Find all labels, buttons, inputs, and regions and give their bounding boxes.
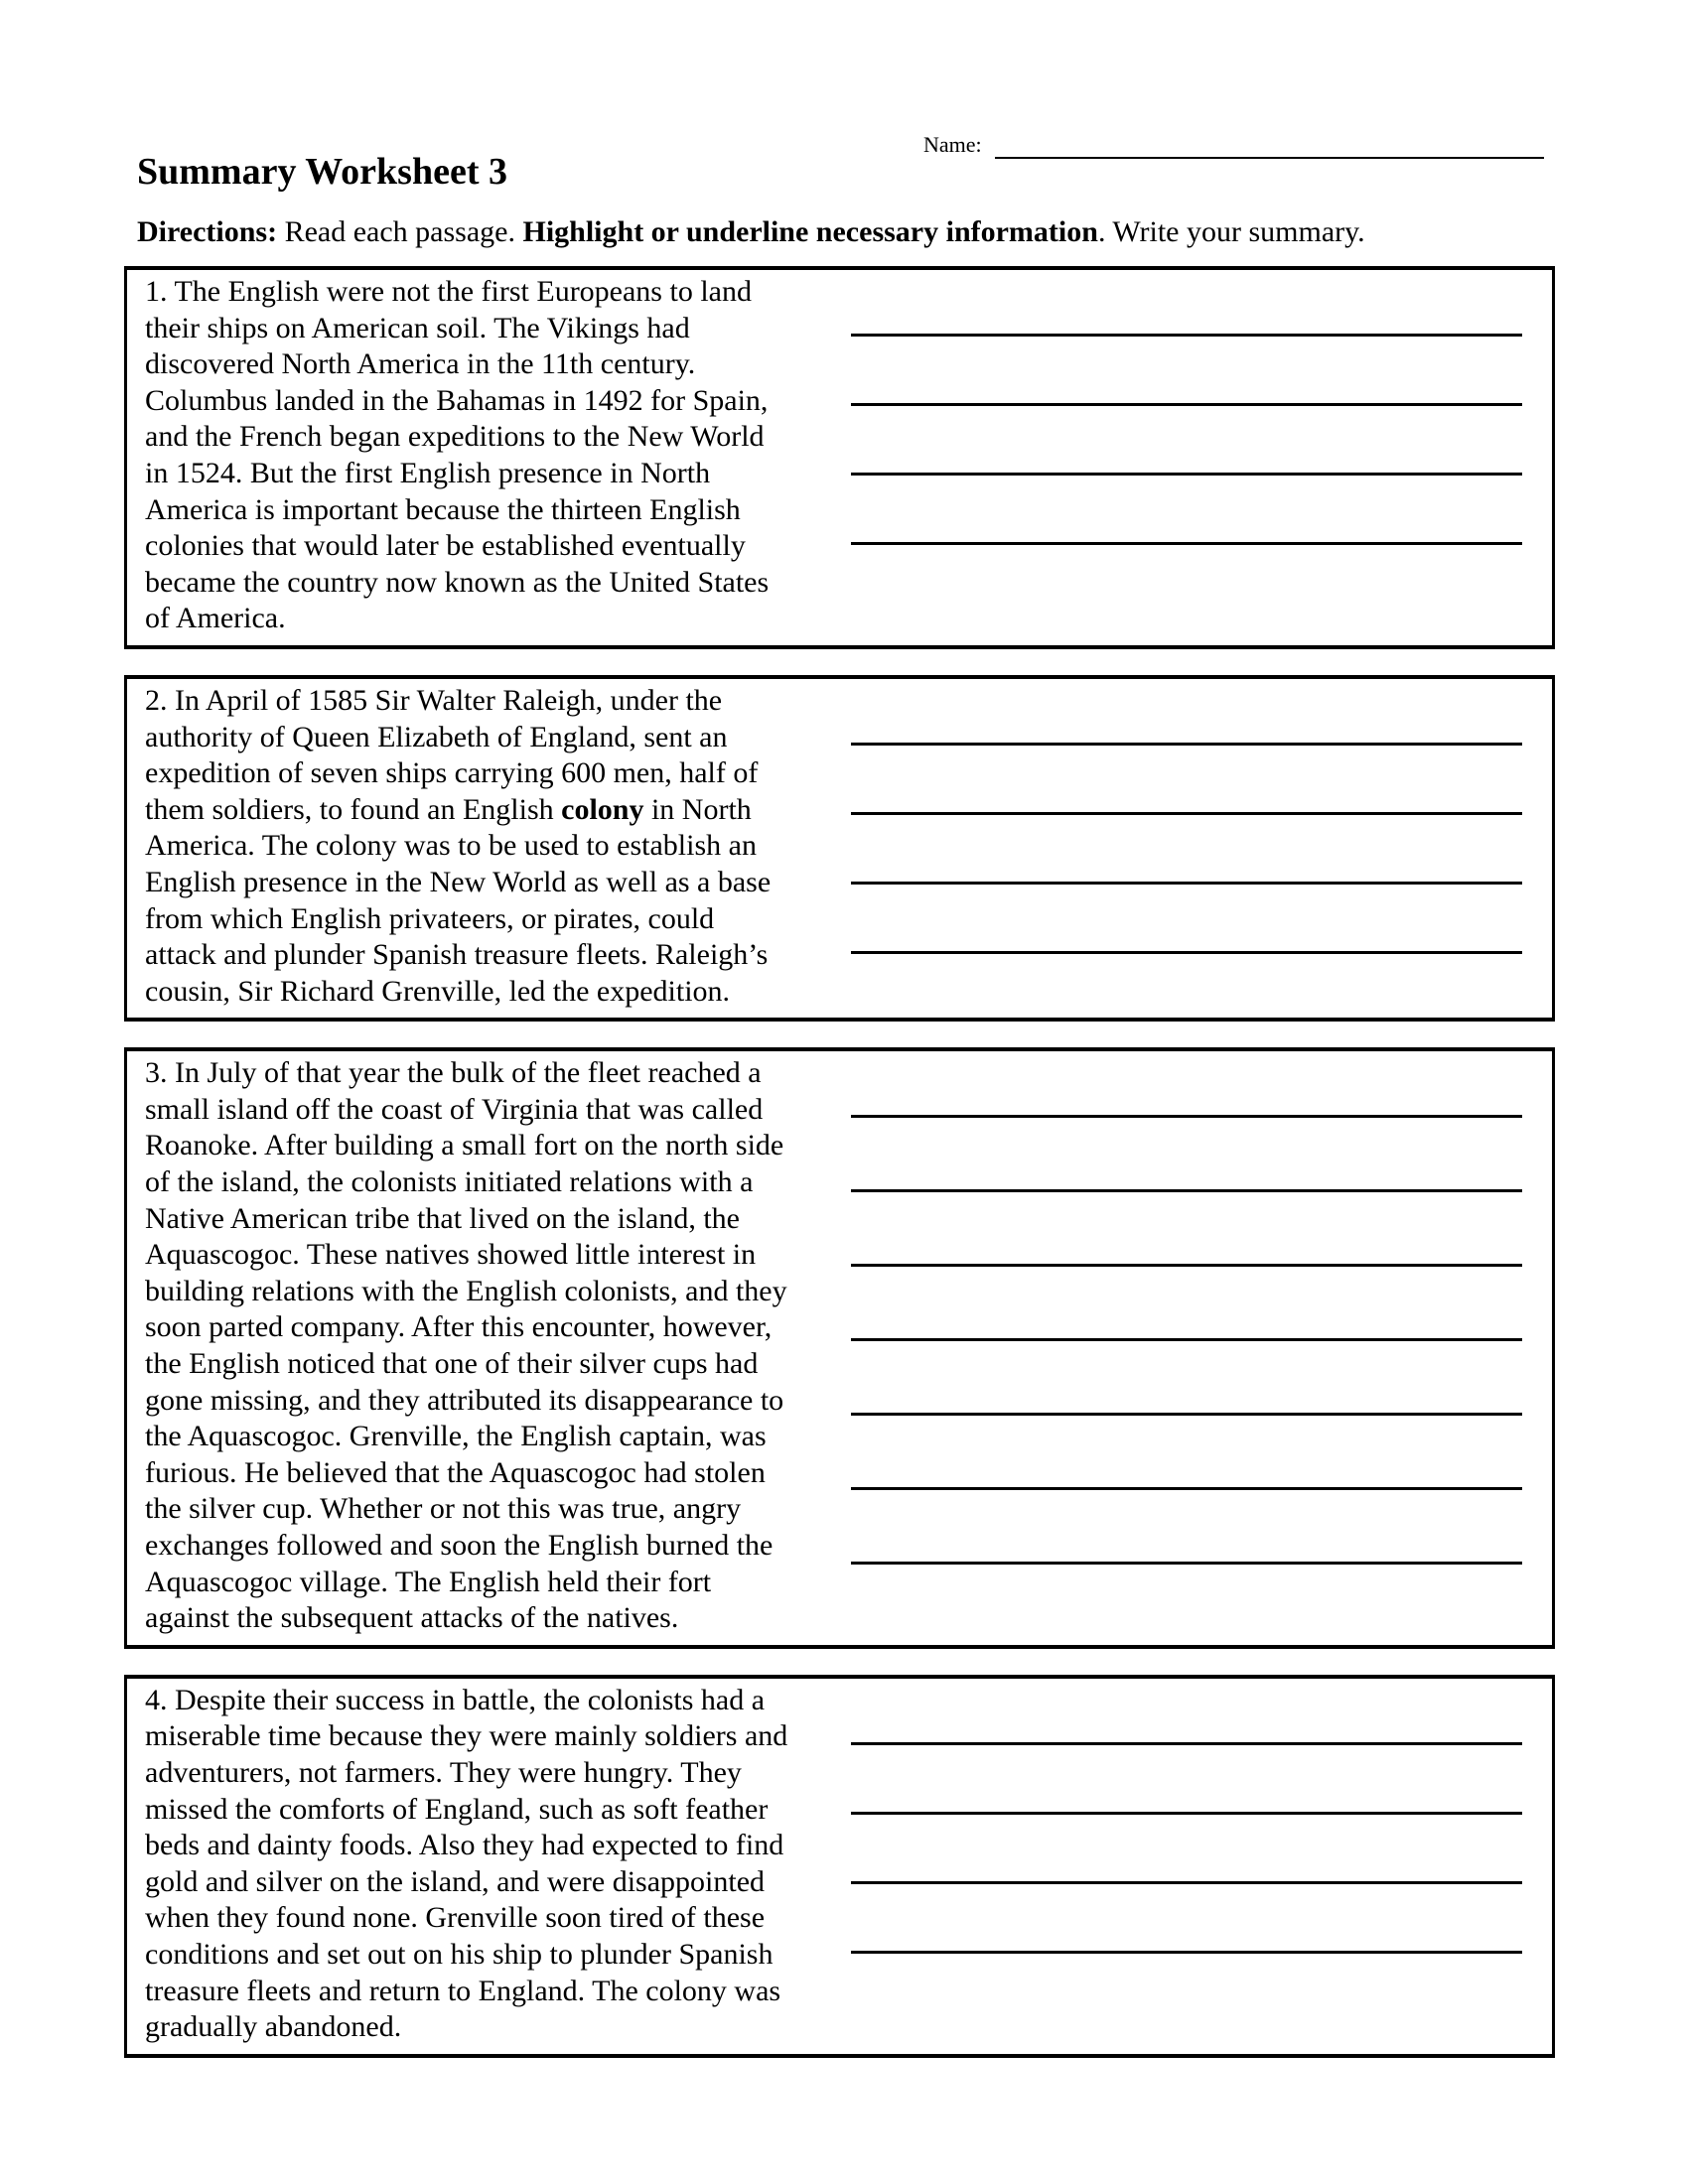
summary-write-line[interactable] — [851, 1562, 1522, 1565]
name-write-line[interactable] — [995, 137, 1544, 159]
name-label: Name: — [923, 132, 982, 157]
summary-write-line[interactable] — [851, 1115, 1522, 1118]
summary-write-line[interactable] — [851, 882, 1522, 885]
passage-box — [124, 1047, 1555, 1649]
passages-container — [124, 266, 1555, 2084]
summary-write-line[interactable] — [851, 403, 1522, 406]
summary-write-line[interactable] — [851, 1812, 1522, 1815]
directions: Directions: Read each passage. Highlight or underline necessary information. Write your summary. — [137, 215, 1365, 248]
summary-write-line[interactable] — [851, 473, 1522, 476]
summary-write-line[interactable] — [851, 1881, 1522, 1884]
summary-write-line[interactable] — [851, 743, 1522, 746]
passage-box — [124, 266, 1555, 649]
passage-text: 1. The English were not the first Europeans to land their ships on American soil. The Vikings had discovered North America in the 11th century. Columbus landed in the Bahamas in 1492 for Spain, and the French began expeditions to the New World in 1524. But the first English presence in North America is important because the thirteen English colonies that would later be established eventually became the country now known as the United States of America. — [145, 275, 770, 635]
summary-write-line[interactable] — [851, 951, 1522, 954]
summary-write-line[interactable] — [851, 1487, 1522, 1490]
passage-text: 3. In July of that year the bulk of the fleet reached a small island off the coast of Virginia that was called Roanoke. After building a small fort on the north side of the island, the colonists initiated relations with a Native American tribe that lived on the island, the Aquascogoc. These natives showed little interest in building relations with the English colonists, and they soon parted company. After this encounter, however, the English noticed that one of their silver cups had gone missing, and they attributed its disappearance to the Aquascogoc. Grenville, the English captain, was furious. He believed that the Aquascogoc had stolen the silver cup. Whether or not this was true, angry exchanges followed and soon the English burned the Aquascogoc village. The English held their fort against the subsequent attacks of the natives. — [145, 1056, 787, 1635]
passage-text: 2. In April of 1585 Sir Walter Raleigh, under the authority of Queen Elizabeth of England, sent an expedition of seven ships carrying 600 men, half of them soldiers, to found an English colony in North America. The colony was to be used to establish an English presence in the New World as well as a base from which English privateers, or pirates, could attack and plunder Spanish treasure fleets. Raleigh’s cousin, Sir Richard Grenville, led the expedition. — [145, 683, 772, 1008]
page-title: Summary Worksheet 3 — [137, 151, 507, 193]
summary-write-line[interactable] — [851, 812, 1522, 815]
passage-text: 4. Despite their success in battle, the colonists had a miserable time because they were mainly soldiers and adventurers, not farmers. They were hungry. They missed the comforts of England, such as soft feather beds and dainty foods. Also they had expected to find gold and silver on the island, and were disappointed when they found none. Grenville soon tired of these conditions and set out on his ship to plunder Spanish treasure fleets and return to England. The colony was gradually abandoned. — [145, 1683, 788, 2044]
summary-write-line[interactable] — [851, 542, 1522, 545]
passage-box — [124, 1675, 1555, 2058]
summary-write-line[interactable] — [851, 1742, 1522, 1745]
summary-write-line[interactable] — [851, 1413, 1522, 1416]
passage-box — [124, 675, 1555, 1022]
summary-write-line[interactable] — [851, 1951, 1522, 1954]
summary-write-line[interactable] — [851, 1338, 1522, 1341]
summary-write-line[interactable] — [851, 334, 1522, 337]
summary-write-line[interactable] — [851, 1264, 1522, 1267]
summary-write-line[interactable] — [851, 1189, 1522, 1192]
